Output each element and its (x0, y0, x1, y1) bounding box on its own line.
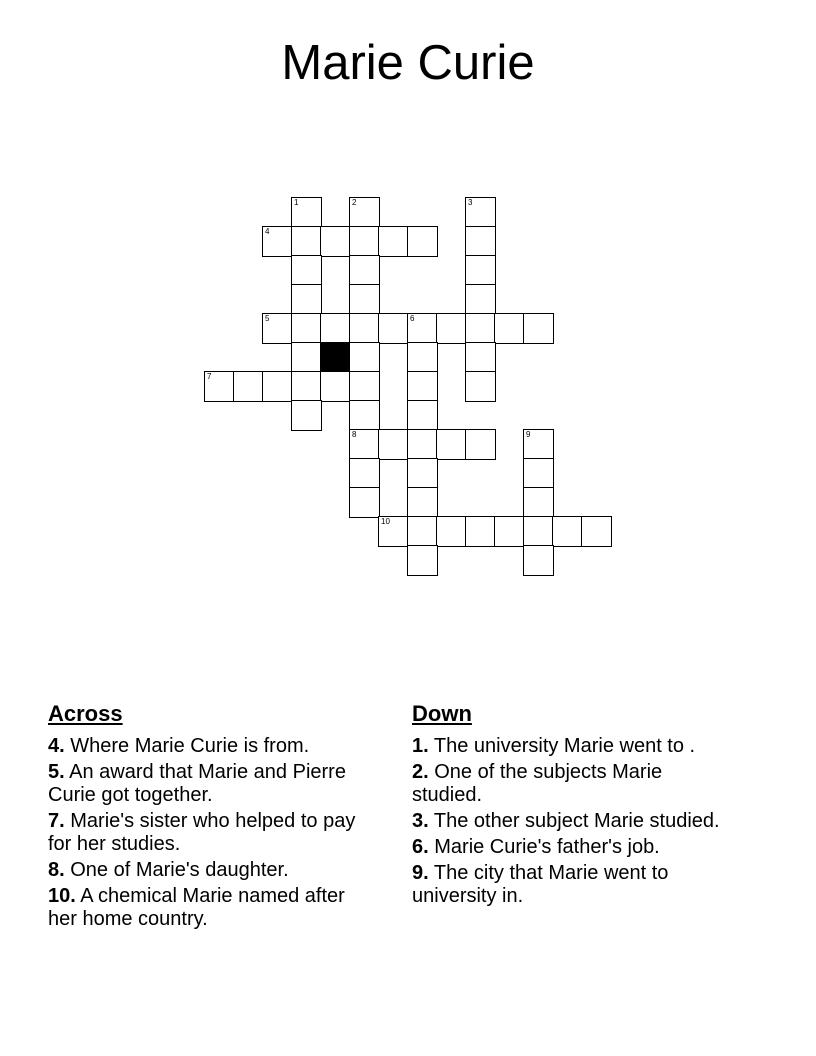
grid-cell[interactable] (407, 487, 438, 518)
grid-cell[interactable] (407, 226, 438, 257)
grid-cell[interactable] (407, 516, 438, 547)
grid-cell[interactable] (204, 371, 235, 402)
grid-cell[interactable] (378, 429, 409, 460)
clue-text: The city that Marie went to university in. (412, 862, 669, 907)
grid-cell[interactable] (349, 284, 380, 315)
grid-cell[interactable] (349, 371, 380, 402)
grid-cell[interactable] (291, 197, 322, 228)
across-clue-list (48, 735, 378, 931)
clue-number-label: 3. (412, 810, 429, 832)
clue-number: 7 (207, 372, 212, 381)
grid-cell[interactable] (465, 197, 496, 228)
clue-text: Where Marie Curie is from. (64, 735, 310, 757)
clue-number-label: 2. (412, 761, 429, 783)
grid-cell[interactable] (349, 400, 380, 431)
grid-cell[interactable] (436, 429, 467, 460)
grid-cell[interactable] (378, 516, 409, 547)
across-clues (48, 701, 378, 934)
clue-text: Marie Curie's father's job. (428, 836, 660, 858)
grid-cell[interactable] (349, 487, 380, 518)
clue-number: 2 (352, 198, 357, 207)
grid-cell[interactable] (262, 226, 293, 257)
grid-cell[interactable] (465, 371, 496, 402)
grid-cell[interactable] (523, 313, 554, 344)
clue-number-label: 9. (412, 862, 429, 884)
across-clue (48, 735, 378, 758)
grid-cell[interactable] (349, 458, 380, 489)
grid-cell[interactable] (407, 371, 438, 402)
clue-text: Marie's sister who helped to pay for her studies. (48, 810, 356, 855)
clue-number-label: 6. (412, 836, 429, 858)
grid-cell[interactable] (494, 516, 525, 547)
down-heading: Down (412, 701, 472, 726)
grid-cell[interactable] (291, 226, 322, 257)
grid-cell[interactable] (320, 226, 351, 257)
grid-cell[interactable] (465, 516, 496, 547)
grid-cell[interactable] (378, 226, 409, 257)
clue-number: 10 (381, 517, 390, 526)
clue-number: 4 (265, 227, 270, 236)
clue-number: 5 (265, 314, 270, 323)
grid-cell[interactable] (291, 313, 322, 344)
grid-cell[interactable] (523, 429, 554, 460)
grid-cell[interactable] (436, 516, 467, 547)
grid-cell[interactable] (349, 226, 380, 257)
grid-cell[interactable] (291, 255, 322, 286)
clue-number: 6 (410, 314, 415, 323)
across-clue (48, 810, 378, 856)
grid-cell[interactable] (523, 516, 554, 547)
clue-number-label: 7. (48, 810, 65, 832)
grid-cell[interactable] (465, 226, 496, 257)
black-square (320, 342, 351, 373)
grid-cell[interactable] (291, 342, 322, 373)
grid-cell[interactable] (291, 400, 322, 431)
grid-cell[interactable] (349, 342, 380, 373)
down-clue (412, 810, 737, 833)
down-clue-list (412, 735, 737, 908)
grid-cell[interactable] (378, 313, 409, 344)
grid-cell[interactable] (407, 545, 438, 576)
grid-cell[interactable] (494, 313, 525, 344)
grid-cell[interactable] (552, 516, 583, 547)
clue-number: 3 (468, 198, 473, 207)
grid-cell[interactable] (349, 197, 380, 228)
clue-text: An award that Marie and Pierre Curie got together. (48, 761, 346, 806)
clue-text: One of the subjects Marie studied. (412, 761, 663, 806)
grid-cell[interactable] (349, 429, 380, 460)
grid-cell[interactable] (262, 313, 293, 344)
down-clue (412, 836, 737, 859)
grid-cell[interactable] (320, 371, 351, 402)
grid-cell[interactable] (407, 400, 438, 431)
down-clue (412, 735, 737, 758)
grid-cell[interactable] (262, 371, 293, 402)
clue-number-label: 4. (48, 735, 65, 757)
clue-number-label: 5. (48, 761, 65, 783)
down-clue (412, 862, 737, 908)
grid-cell[interactable] (233, 371, 264, 402)
down-clue (412, 761, 737, 807)
grid-cell[interactable] (407, 342, 438, 373)
clue-number-label: 10. (48, 885, 76, 907)
grid-cell[interactable] (407, 458, 438, 489)
down-clues (412, 701, 737, 911)
clue-number: 9 (526, 430, 531, 439)
across-clue (48, 761, 378, 807)
across-clue (48, 885, 378, 931)
grid-cell[interactable] (581, 516, 612, 547)
clue-text: One of Marie's daughter. (64, 859, 289, 881)
grid-cell[interactable] (407, 313, 438, 344)
grid-cell[interactable] (407, 429, 438, 460)
across-clue (48, 859, 378, 882)
clue-text: A chemical Marie named after her home country. (48, 885, 345, 930)
clue-number-label: 1. (412, 735, 429, 757)
grid-cell[interactable] (291, 284, 322, 315)
puzzle-title: Marie Curie (281, 36, 535, 90)
grid-cell[interactable] (320, 313, 351, 344)
clue-text: The other subject Marie studied. (428, 810, 720, 832)
grid-cell[interactable] (291, 371, 322, 402)
clue-number: 8 (352, 430, 357, 439)
across-heading: Across (48, 701, 123, 726)
grid-cell[interactable] (465, 313, 496, 344)
grid-cell[interactable] (465, 429, 496, 460)
clue-number: 1 (294, 198, 299, 207)
grid-cell[interactable] (523, 458, 554, 489)
grid-cell[interactable] (465, 342, 496, 373)
grid-cell[interactable] (465, 255, 496, 286)
grid-cell[interactable] (349, 255, 380, 286)
grid-cell[interactable] (465, 284, 496, 315)
clue-number-label: 8. (48, 859, 65, 881)
grid-cell[interactable] (349, 313, 380, 344)
grid-cell[interactable] (523, 545, 554, 576)
clue-text: The university Marie went to . (428, 735, 696, 757)
grid-cell[interactable] (523, 487, 554, 518)
grid-cell[interactable] (436, 313, 467, 344)
